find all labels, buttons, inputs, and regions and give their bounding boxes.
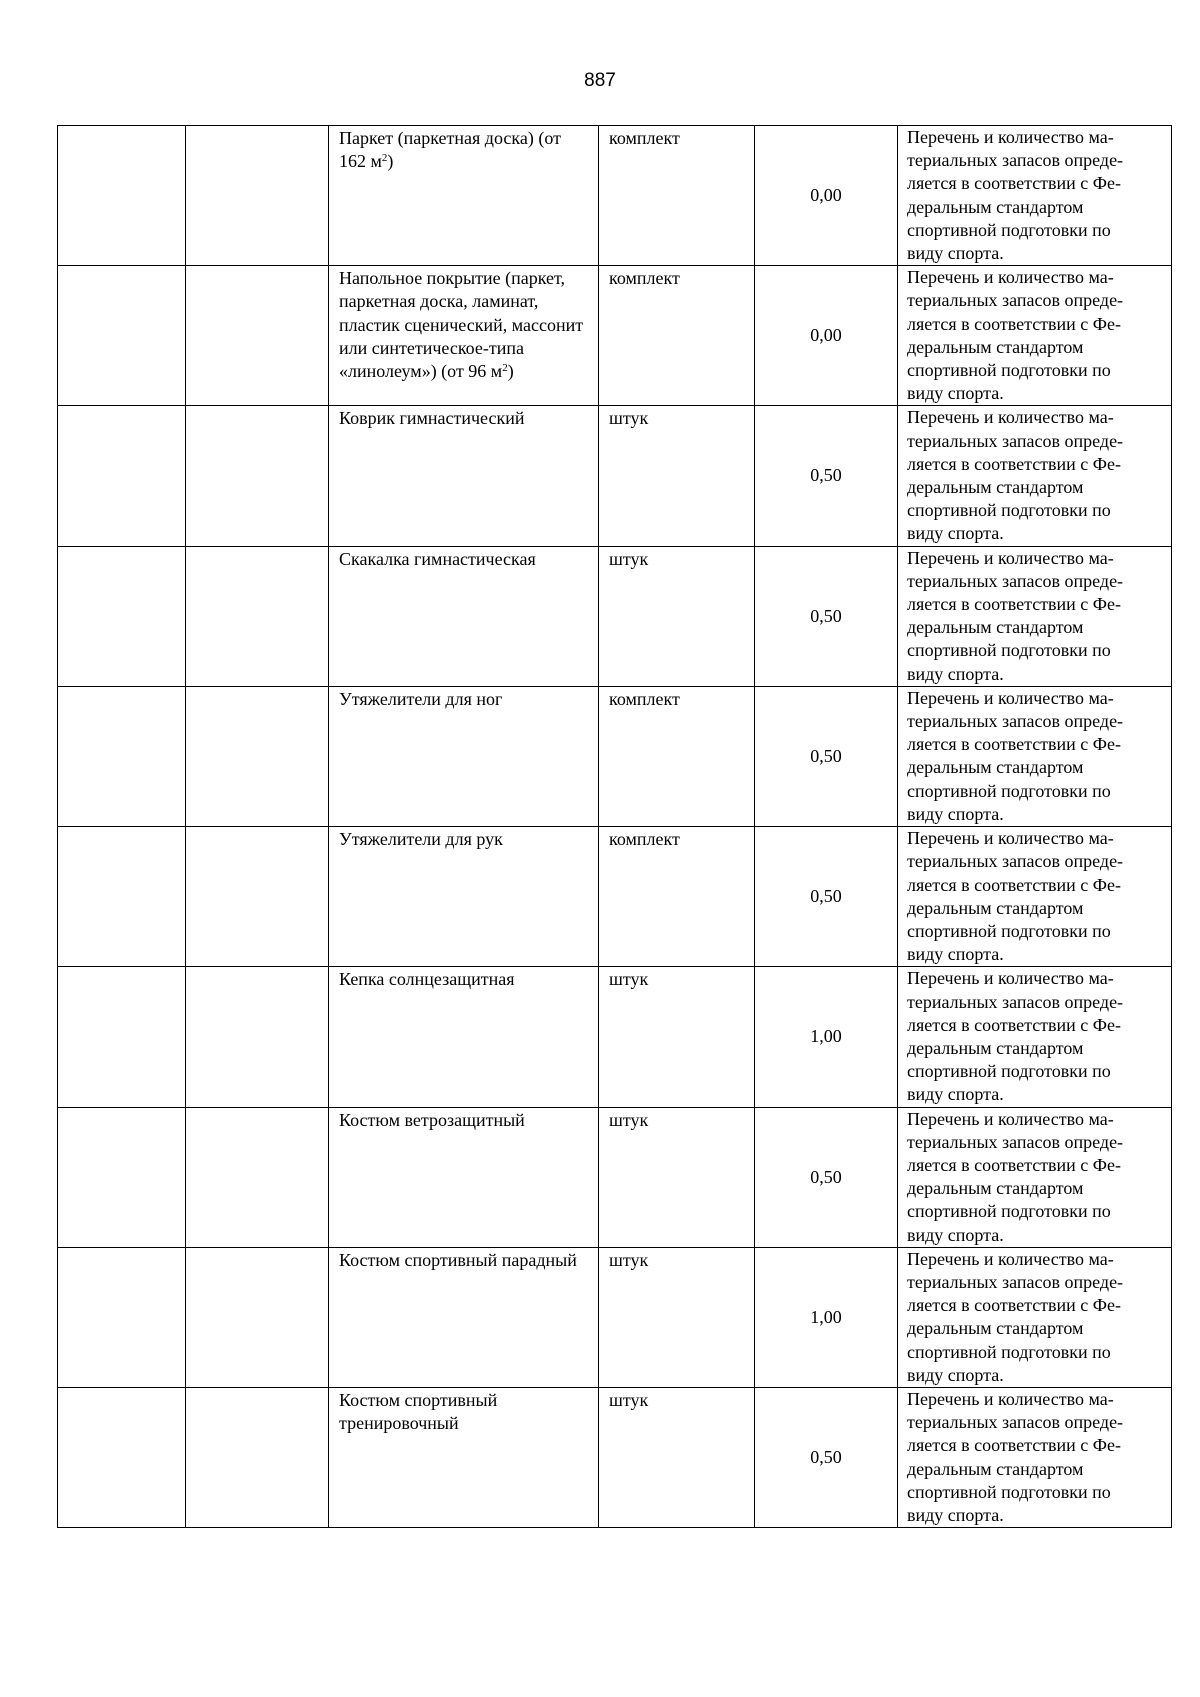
note-line: виду спорта. — [907, 944, 1004, 965]
cell-note — [898, 546, 1172, 686]
note-line: ляется в соответствии с Фе- — [907, 1154, 1122, 1175]
cell-blank-2 — [186, 967, 329, 1107]
note-line: спортивной подготовки по — [907, 920, 1111, 941]
cell-unit: комплект — [599, 827, 755, 967]
table-row — [58, 546, 1172, 686]
note-line: спортивной подготовки по — [907, 780, 1111, 801]
note-line: деральным стандартом — [907, 336, 1084, 357]
cell-item-name — [329, 266, 599, 406]
cell-unit: комплект — [599, 266, 755, 406]
note-line: ляется в соответствии с Фе- — [907, 313, 1122, 334]
item-name-text: Утяжелители для рук — [339, 829, 503, 850]
cell-blank-2 — [186, 827, 329, 967]
note-line: виду спорта. — [907, 383, 1004, 404]
cell-blank-1 — [58, 1107, 186, 1247]
note-line: териальных запасов опреде- — [907, 991, 1124, 1012]
cell-item-name — [329, 546, 599, 686]
table-row — [58, 1247, 1172, 1387]
note-line: териальных запасов опреде- — [907, 1412, 1124, 1433]
note-line: Перечень и количество ма- — [907, 267, 1114, 288]
table-body — [58, 126, 1172, 1528]
cell-blank-2 — [186, 266, 329, 406]
cell-blank-2 — [186, 406, 329, 546]
note-line: териальных запасов опреде- — [907, 150, 1124, 171]
cell-quantity: 0,50 — [755, 1387, 898, 1527]
cell-unit: штук — [599, 967, 755, 1107]
cell-blank-2 — [186, 126, 329, 266]
cell-note — [898, 1387, 1172, 1527]
note-line: ляется в соответствии с Фе- — [907, 173, 1122, 194]
item-name-superscript: 2 — [381, 152, 388, 165]
note-line: ляется в соответствии с Фе- — [907, 453, 1122, 474]
note-line: ляется в соответствии с Фе- — [907, 1435, 1122, 1456]
note-line: виду спорта. — [907, 1504, 1004, 1525]
cell-note — [898, 266, 1172, 406]
note-line: виду спорта. — [907, 1084, 1004, 1105]
note-line: спортивной подготовки по — [907, 500, 1111, 521]
cell-blank-1 — [58, 1387, 186, 1527]
cell-item-name — [329, 406, 599, 546]
cell-unit: штук — [599, 1387, 755, 1527]
cell-blank-1 — [58, 126, 186, 266]
item-name-suffix: ) — [507, 361, 514, 382]
note-line: деральным стандартом — [907, 897, 1084, 918]
item-name-text: Костюм спортивный тренировочный — [339, 1389, 498, 1434]
note-line: виду спорта. — [907, 663, 1004, 684]
note-line: виду спорта. — [907, 243, 1004, 264]
note-line: Перечень и количество ма- — [907, 1248, 1114, 1269]
cell-blank-2 — [186, 1387, 329, 1527]
note-line: деральным стандартом — [907, 757, 1084, 778]
cell-unit: комплект — [599, 126, 755, 266]
cell-note — [898, 686, 1172, 826]
note-line: спортивной подготовки по — [907, 1061, 1111, 1082]
note-line: ляется в соответствии с Фе- — [907, 1014, 1122, 1035]
cell-blank-2 — [186, 686, 329, 826]
cell-note — [898, 406, 1172, 546]
cell-unit: штук — [599, 406, 755, 546]
cell-quantity: 0,50 — [755, 1107, 898, 1247]
inventory-table — [57, 125, 1172, 1528]
cell-item-name — [329, 686, 599, 826]
item-name-text: Костюм ветрозащитный — [339, 1109, 525, 1130]
cell-item-name — [329, 967, 599, 1107]
note-line: Перечень и количество ма- — [907, 687, 1114, 708]
cell-item-name — [329, 1247, 599, 1387]
note-line: Перечень и количество ма- — [907, 828, 1114, 849]
cell-item-name — [329, 1387, 599, 1527]
item-name-text: Напольное покрытие (паркет, паркетная доска, ламинат, пластик сценический, массонит или синтетическое-типа «линолеум») (от 96 м — [339, 268, 584, 382]
note-line: деральным стандартом — [907, 1037, 1084, 1058]
note-line: Перечень и количество ма- — [907, 407, 1114, 428]
note-line: спортивной подготовки по — [907, 640, 1111, 661]
table-row — [58, 266, 1172, 406]
note-line: териальных запасов опреде- — [907, 1131, 1124, 1152]
cell-item-name — [329, 827, 599, 967]
cell-quantity: 1,00 — [755, 967, 898, 1107]
item-name-superscript: 2 — [502, 362, 508, 375]
table-row — [58, 406, 1172, 546]
note-line: Перечень и количество ма- — [907, 968, 1114, 989]
item-name-suffix: ) — [387, 151, 394, 172]
note-line: Перечень и количество ма- — [907, 547, 1114, 568]
cell-blank-1 — [58, 266, 186, 406]
cell-blank-1 — [58, 967, 186, 1107]
cell-note — [898, 827, 1172, 967]
note-line: териальных запасов опреде- — [907, 711, 1124, 732]
cell-quantity: 0,50 — [755, 546, 898, 686]
note-line: виду спорта. — [907, 523, 1004, 544]
note-line: деральным стандартом — [907, 477, 1084, 498]
note-line: деральным стандартом — [907, 1318, 1084, 1339]
note-line: спортивной подготовки по — [907, 1201, 1111, 1222]
table-row — [58, 1387, 1172, 1527]
cell-blank-1 — [58, 686, 186, 826]
item-name-text: Кепка солнцезащитная — [339, 969, 515, 990]
item-name-text: Костюм спортивный парадный — [339, 1249, 577, 1270]
note-line: деральным стандартом — [907, 617, 1084, 638]
cell-blank-1 — [58, 827, 186, 967]
note-line: Перечень и количество ма- — [907, 1108, 1114, 1129]
cell-note — [898, 1247, 1172, 1387]
note-line: териальных запасов опреде- — [907, 430, 1124, 451]
note-line: Перечень и количество ма- — [907, 1388, 1114, 1409]
cell-quantity: 0,00 — [755, 266, 898, 406]
cell-unit: комплект — [599, 686, 755, 826]
cell-quantity: 0,50 — [755, 406, 898, 546]
note-line: териальных запасов опреде- — [907, 570, 1124, 591]
cell-blank-2 — [186, 1247, 329, 1387]
table-row — [58, 686, 1172, 826]
note-line: спортивной подготовки по — [907, 1341, 1111, 1362]
cell-blank-1 — [58, 1247, 186, 1387]
note-line: териальных запасов опреде- — [907, 1271, 1124, 1292]
cell-quantity: 0,50 — [755, 686, 898, 826]
cell-quantity: 0,50 — [755, 827, 898, 967]
note-line: виду спорта. — [907, 1224, 1004, 1245]
cell-unit: штук — [599, 1247, 755, 1387]
note-line: териальных запасов опреде- — [907, 290, 1124, 311]
table-row — [58, 967, 1172, 1107]
note-line: спортивной подготовки по — [907, 219, 1111, 240]
cell-note — [898, 126, 1172, 266]
cell-item-name — [329, 126, 599, 266]
cell-blank-2 — [186, 1107, 329, 1247]
cell-unit: штук — [599, 1107, 755, 1247]
note-line: деральным стандартом — [907, 1458, 1084, 1479]
item-name-text: Коврик гимнастический — [339, 408, 525, 429]
note-line: деральным стандартом — [907, 1178, 1084, 1199]
note-line: териальных запасов опреде- — [907, 851, 1124, 872]
note-line: ляется в соответствии с Фе- — [907, 594, 1122, 615]
page-number: 887 — [584, 70, 616, 91]
cell-unit: штук — [599, 546, 755, 686]
cell-item-name — [329, 1107, 599, 1247]
cell-quantity: 1,00 — [755, 1247, 898, 1387]
cell-blank-2 — [186, 546, 329, 686]
cell-blank-1 — [58, 406, 186, 546]
cell-blank-1 — [58, 546, 186, 686]
note-line: Перечень и количество ма- — [907, 127, 1114, 147]
note-line: спортивной подготовки по — [907, 360, 1111, 381]
note-line: виду спорта. — [907, 1364, 1004, 1385]
note-line: спортивной подготовки по — [907, 1481, 1111, 1502]
note-line: ляется в соответствии с Фе- — [907, 874, 1122, 895]
note-line: ляется в соответствии с Фе- — [907, 734, 1122, 755]
note-line: деральным стандартом — [907, 196, 1084, 217]
cell-quantity: 0,00 — [755, 126, 898, 266]
cell-note — [898, 1107, 1172, 1247]
note-line: ляется в соответствии с Фе- — [907, 1295, 1122, 1316]
table-row — [58, 827, 1172, 967]
item-name-text: Паркет (паркетная доска) (от 162 м — [339, 128, 561, 172]
item-name-text: Утяжелители для ног — [339, 688, 503, 709]
note-line: виду спорта. — [907, 803, 1004, 824]
item-name-text: Скакалка гимнастическая — [339, 548, 536, 569]
cell-note — [898, 967, 1172, 1107]
table-row — [58, 126, 1172, 266]
table-row — [58, 1107, 1172, 1247]
